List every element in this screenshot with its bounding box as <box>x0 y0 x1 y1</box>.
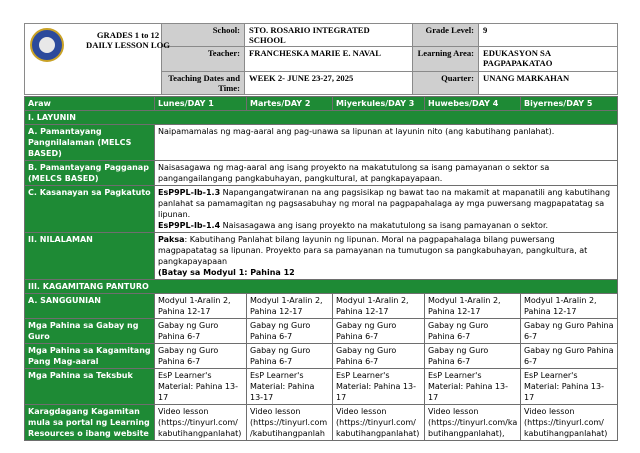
sanggunian-cell: Modyul 1-Aralin 2, Pahina 12-17 <box>247 294 333 319</box>
kasanayan-label: C. Kasanayan sa Pagkatuto <box>25 186 155 233</box>
kasanayan-text <box>155 186 618 233</box>
paksa-label: Paksa <box>158 235 185 244</box>
school-value: STO. ROSARIO INTEGRATED SCHOOL <box>245 24 413 47</box>
day-2-header: Martes/DAY 2 <box>247 97 333 111</box>
teacher-value: FRANCHESKA MARIE E. NAVAL <box>245 47 413 72</box>
table-row <box>25 294 618 319</box>
sanggunian-cell: Modyul 1-Aralin 2, Pahina 12-17 <box>521 294 618 319</box>
kasanayan-code-1: EsP9PL-Ib-1.3 <box>158 188 221 197</box>
learning-area-value: EDUKASYON SA PAGPAPAKATAO <box>479 47 618 72</box>
teksbuk-label: Mga Pahina sa Teksbuk <box>25 369 155 405</box>
teacher-label: Teacher: <box>162 47 245 72</box>
school-label: School: <box>162 24 245 47</box>
grade-level-label: Grade Level: <box>413 24 479 47</box>
kasanayan-text-2: Naisasagawa ang isang proyekto na makatutulong sa isang pamayanan o sektor. <box>220 221 549 230</box>
dates-label: Teaching Dates and Time: <box>162 72 245 95</box>
daily-lesson-log <box>24 23 617 441</box>
gabay-label: Mga Pahina sa Gabay ng Guro <box>25 319 155 344</box>
gabay-cell: Gabay ng Guro Pahina 6-7 <box>247 319 333 344</box>
teksbuk-cell: EsP Learner's Material: Pahina 13-17 <box>155 369 247 405</box>
table-row <box>25 405 618 441</box>
section-nilalaman: II. NILALAMAN <box>25 233 155 280</box>
kasanayan-code-2: EsP9PL-Ib-1.4 <box>158 221 221 230</box>
header-title <box>69 30 187 50</box>
day-header-row <box>25 97 618 111</box>
kagamitang-mag-aaral-cell: Gabay ng Guro Pahina 6-7 <box>425 344 521 369</box>
karagdagang-cell: Video lesson (https://tinyurl.com/ kabutihangpanlahat) <box>521 405 618 441</box>
pamantayang-pangnilalaman-text: Naipamamalas ng mag-aaral ang pag-unawa sa lipunan at layunin nito (ang kabutihang panlahat). <box>155 125 618 161</box>
section-layunin: I. LAYUNIN <box>25 111 618 125</box>
gabay-cell: Gabay ng Guro Pahina 6-7 <box>155 319 247 344</box>
karagdagang-cell: Video lesson (https://tinyurl.com /kabutihangpanlah <box>247 405 333 441</box>
karagdagang-cell: Video lesson (https://tinyurl.com/ kabutihangpanlahat) <box>155 405 247 441</box>
table-row <box>25 369 618 405</box>
grade-level-value: 9 <box>479 24 618 47</box>
teksbuk-cell: EsP Learner's Material: Pahina 13-17 <box>425 369 521 405</box>
nilalaman-text <box>155 233 618 280</box>
kasanayan-text-1: Napangangatwiranan na ang pagsisikap ng bawat tao na makamit at mapanatili ang kabutihang panlahat sa pamamagitan ng pagsasabuhay ng moral na pagpapahalaga ay mga puwersang magpapatatag sa lipunan. <box>158 188 611 219</box>
sanggunian-label: A. SANGGUNIAN <box>25 294 155 319</box>
batay-text: (Batay sa Modyul 1: Pahina 12 <box>158 268 295 277</box>
teksbuk-cell: EsP Learner's Material: Pahina 13-17 <box>247 369 333 405</box>
table-row <box>25 344 618 369</box>
dates-value: WEEK 2- JUNE 23-27, 2025 <box>245 72 413 95</box>
gabay-cell: Gabay ng Guro Pahina 6-7 <box>333 319 425 344</box>
deped-seal-icon <box>30 28 64 62</box>
day-5-header: Biyernes/DAY 5 <box>521 97 618 111</box>
quarter-label: Quarter: <box>413 72 479 95</box>
kagamitang-mag-aaral-cell: Gabay ng Guro Pahina 6-7 <box>247 344 333 369</box>
sanggunian-cell: Modyul 1-Aralin 2, Pahina 12-17 <box>155 294 247 319</box>
karagdagang-cell: Video lesson (https://tinyurl.com/ka butihangpanlahat), <box>425 405 521 441</box>
day-4-header: Huwebes/DAY 4 <box>425 97 521 111</box>
sanggunian-cell: Modyul 1-Aralin 2, Pahina 12-17 <box>333 294 425 319</box>
learning-area-label: Learning Area: <box>413 47 479 72</box>
teksbuk-cell: EsP Learner's Material: Pahina 13-17 <box>521 369 618 405</box>
karagdagang-cell: Video lesson (https://tinyurl.com/ kabutihangpanlahat) <box>333 405 425 441</box>
kagamitang-mag-aaral-cell: Gabay ng Guro Pahina 6-7 <box>521 344 618 369</box>
gabay-cell: Gabay ng Guro Pahina 6-7 <box>521 319 618 344</box>
paksa-text: : Kabutihang Panlahat bilang layunin ng lipunan. Moral na pagpapahalaga bilang puwersang magpapatatag sa lipunan. Proyekto para sa pamayanan na tumutugon sa pangkabuhayan, pangkultura, at pangkapayapaan <box>158 235 588 266</box>
day-1-header: Lunes/DAY 1 <box>155 97 247 111</box>
section-kagamitang-panturo: III. KAGAMITANG PANTURO <box>25 280 618 294</box>
daily-lesson-log-text: DAILY LESSON LOG <box>86 40 170 50</box>
araw-header: Araw <box>25 97 155 111</box>
gabay-cell: Gabay ng Guro Pahina 6-7 <box>425 319 521 344</box>
pamantayang-pagganap-text: Naisasagawa ng mag-aaral ang isang proyekto na makatutulong sa isang pamayanan o sektor sa pangangailangang pangkabuhayan, pangkultural, at pangkapayapaan. <box>155 161 618 186</box>
day-3-header: Miyerkules/DAY 3 <box>333 97 425 111</box>
teksbuk-cell: EsP Learner's Material: Pahina 13-17 <box>333 369 425 405</box>
pamantayang-pangnilalaman-label: A. Pamantayang Pangnilalaman (MELCS BASED) <box>25 125 155 161</box>
lesson-table <box>24 96 618 441</box>
grades-text: GRADES 1 to 12 <box>96 30 160 40</box>
pamantayang-pagganap-label: B. Pamantayang Pagganap (MELCS BASED) <box>25 161 155 186</box>
quarter-value: UNANG MARKAHAN <box>479 72 618 95</box>
header-table <box>24 23 618 95</box>
karagdagang-label: Karagdagang Kagamitan mula sa portal ng Learning Resources o ibang website <box>25 405 155 441</box>
sanggunian-cell: Modyul 1-Aralin 2, Pahina 12-17 <box>425 294 521 319</box>
kagamitang-mag-aaral-label: Mga Pahina sa Kagamitang Pang Mag-aaral <box>25 344 155 369</box>
table-row <box>25 319 618 344</box>
kagamitang-mag-aaral-cell: Gabay ng Guro Pahina 6-7 <box>155 344 247 369</box>
header-logo-cell <box>25 24 170 95</box>
kagamitang-mag-aaral-cell: Gabay ng Guro Pahina 6-7 <box>333 344 425 369</box>
